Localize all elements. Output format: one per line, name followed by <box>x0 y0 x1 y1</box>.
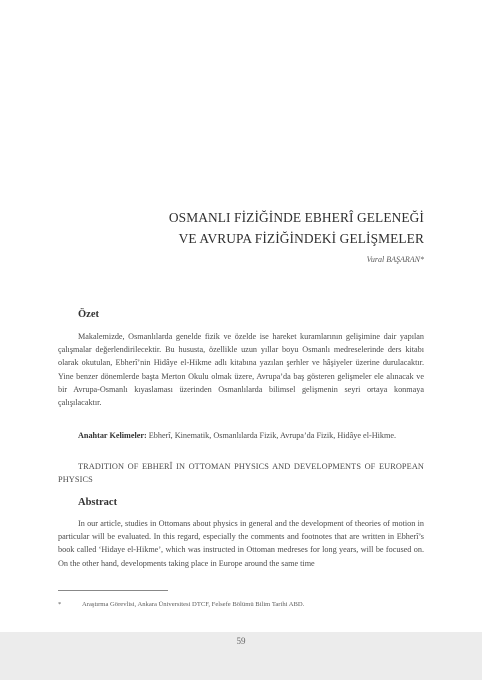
footnote-mark: * <box>58 601 62 608</box>
footnote-rule <box>58 590 168 591</box>
ozet-paragraph <box>58 330 424 409</box>
ozet-body: Makalemizde, Osmanlılarda genelde fizik ve özelde ise hareket kuramlarının gelişimine dair yapılan çalışmalar değerlendirilecektir. Bu hususta, özellikle uzun yıllar boyu Osmanlı medreselerinde ders kitabı olarak okutulan, Ebherî’nin Hidâye el-Hikme adlı kitabına yazılan şerhler ve hâşiyeler üzerine durulacaktır. Yine benzer dönemlerde başta Merton Okulu olmak üzere, Avrupa’da baş gösteren gelişmeler ele alınacak ve bir Avrupa-Osmanlı kıyaslaması üzerinden Osmanlılarda bilimsel gelişmenin seyri ortaya konmaya çalışılacaktır. <box>58 332 424 408</box>
article-title <box>60 207 424 249</box>
keywords-text: Ebherî, Kinematik, Osmanlılarda Fizik, Avrupa’da Fizik, Hidâye el-Hikme. <box>146 431 397 440</box>
title-line-1: OSMANLI FİZİĞİNDE EBHERÎ GELENEĞİ <box>168 210 424 225</box>
footnote-text: Araştırma Görevlisi, Ankara Üniversitesi DTCF, Felsefe Bölümü Bilim Tarihi ABD. <box>82 601 305 608</box>
footnote <box>58 601 304 608</box>
title-line-2: VE AVRUPA FİZİĞİNDEKİ GELİŞMELER <box>178 231 424 246</box>
author-name: Vural BAŞARAN* <box>366 255 424 264</box>
abstract-body: In our article, studies in Ottomans about physics in general and the development of theories of motion in particular will be evaluated. In this regard, especially the comments and footnotes that are written in Ebherî’s book called ‘Hidaye el-Hikme’, which was instructed in Ottoman medreses for long years, will be focused on. On the other hand, developments taking place in Europe around the same time <box>58 519 424 568</box>
english-title-text: TRADITION OF EBHERÎ IN OTTOMAN PHYSICS AND DEVELOPMENTS OF EUROPEAN PHYSICS <box>58 462 424 484</box>
english-title <box>58 460 424 486</box>
ozet-heading: Özet <box>78 309 99 320</box>
abstract-heading: Abstract <box>78 497 118 508</box>
page-number: 59 <box>236 636 246 646</box>
abstract-paragraph <box>58 517 424 570</box>
keywords-label: Anahtar Kelimeler: <box>78 431 147 440</box>
keywords-paragraph <box>58 429 424 442</box>
